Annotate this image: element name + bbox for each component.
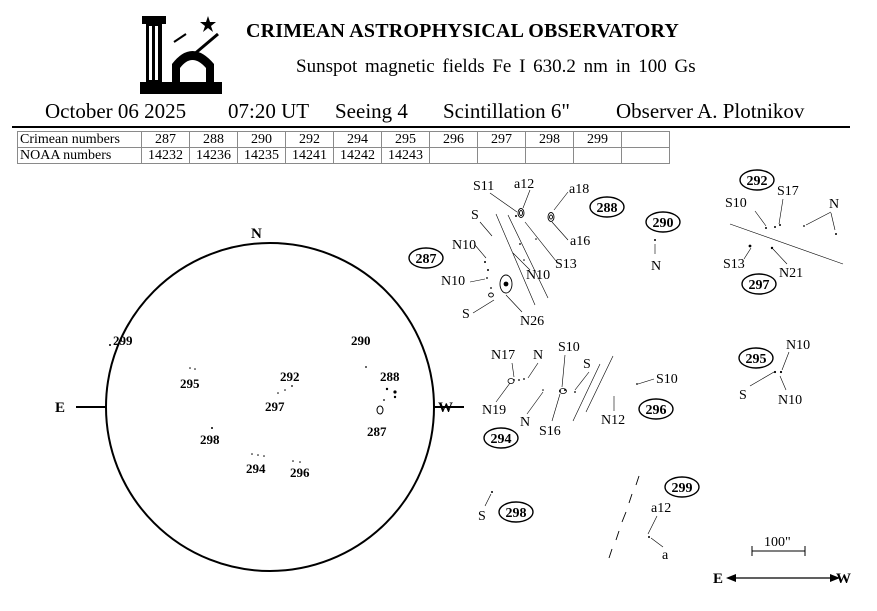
table-cell: 299 (574, 132, 622, 148)
detail-294-296 (482, 340, 678, 448)
region-number-label: 292 (746, 174, 768, 189)
field-label: N10 (526, 268, 551, 283)
detail-spots (513, 378, 638, 393)
field-label: S13 (555, 257, 577, 272)
table-cell: 294 (334, 132, 382, 148)
sunspot (749, 245, 752, 248)
field-label: S10 (558, 340, 580, 355)
solar-disk (55, 226, 464, 571)
field-label: N (533, 348, 544, 363)
sunspot (490, 287, 492, 289)
crimean-numbers-label: Crimean numbers (18, 132, 142, 148)
disk-region-label: 298 (200, 432, 220, 447)
sunspot (484, 261, 486, 263)
orientation-west-label: W (836, 571, 851, 587)
sunspot (211, 427, 213, 429)
sunspot (109, 344, 111, 346)
field-label: N21 (779, 266, 804, 281)
sunspot (291, 385, 293, 387)
region-number-label: 290 (652, 216, 674, 231)
sunspot (636, 383, 638, 385)
field-label: N19 (482, 403, 507, 418)
field-label: N10 (786, 338, 811, 353)
field-label: S (471, 208, 479, 223)
table-cell: 295 (382, 132, 430, 148)
disk-north-label: N (251, 226, 262, 242)
field-label: S (478, 509, 486, 524)
sunspot (292, 460, 294, 462)
disk-region-label: 287 (367, 424, 387, 439)
detail-290 (646, 212, 680, 274)
field-label: N17 (491, 348, 516, 363)
table-cell: 14236 (190, 148, 238, 164)
region-number-label: 288 (596, 201, 618, 216)
leader-line (485, 494, 491, 506)
field-label: N12 (601, 413, 626, 428)
field-label: S (583, 357, 591, 372)
sunspot (251, 453, 253, 455)
table-cell: 14235 (238, 148, 286, 164)
disk-region-label: 299 (113, 333, 133, 348)
field-label: N10 (778, 393, 803, 408)
field-label: S10 (725, 196, 747, 211)
disk-region-label: 294 (246, 461, 266, 476)
disk-region-label: 290 (351, 333, 371, 348)
table-cell: 290 (238, 132, 286, 148)
detail-295 (739, 338, 810, 408)
sunspot (491, 491, 493, 493)
sunspot (277, 392, 279, 394)
sunspot (648, 536, 650, 538)
region-number-label: 299 (671, 481, 693, 496)
sunspot (803, 225, 805, 227)
disk-region-label: 296 (290, 465, 310, 480)
field-label: a12 (651, 501, 672, 516)
table-cell: 14241 (286, 148, 334, 164)
sunspot (574, 391, 576, 393)
seeing-value: Seeing 4 (335, 99, 408, 123)
sunspot (779, 224, 781, 226)
disk-west-label: W (438, 400, 453, 416)
field-label: S (739, 388, 747, 403)
region-number-label: 296 (645, 403, 667, 418)
sunspot (394, 396, 396, 398)
leader-lines (496, 355, 654, 421)
orientation-east-label: E (713, 571, 724, 587)
field-label: a12 (514, 177, 535, 192)
disk-region-label: 297 (265, 399, 285, 414)
table-cell: 14243 (382, 148, 430, 164)
field-label: N (829, 197, 840, 212)
detail-spots (749, 224, 837, 249)
sunspot (771, 247, 773, 249)
sunspot (194, 368, 196, 370)
field-label: S17 (777, 184, 799, 199)
table-cell: 292 (286, 132, 334, 148)
table-cell: 298 (526, 132, 574, 148)
disk-region-label: 288 (380, 369, 400, 384)
disk-region-label: 292 (280, 369, 300, 384)
field-label: a (662, 548, 669, 563)
arrow-left-icon (726, 574, 736, 582)
page-title: CRIMEAN ASTROPHYSICAL OBSERVATORY (246, 20, 680, 42)
scale-bar (752, 535, 805, 556)
sunspot (523, 259, 525, 261)
sunspot (519, 243, 521, 245)
table-cell: 297 (478, 132, 526, 148)
region-number-label: 298 (505, 506, 527, 521)
observation-time: 07:20 UT (228, 99, 310, 123)
region-number-label: 295 (745, 352, 767, 367)
disk-east-label: E (55, 400, 66, 416)
page-subtitle: Sunspot magnetic fields Fe I 630.2 nm in 100 Gs (296, 56, 696, 77)
field-label: a18 (569, 182, 590, 197)
sunspot (299, 461, 301, 463)
field-label: a16 (570, 234, 591, 249)
detail-298 (478, 491, 533, 524)
region-number-label: 294 (490, 432, 512, 447)
field-label: S16 (539, 424, 561, 439)
noaa-numbers-label: NOAA numbers (18, 148, 142, 164)
table-cell: 14232 (142, 148, 190, 164)
sunspot (765, 227, 767, 229)
sunspot (542, 389, 544, 391)
sunspot (257, 454, 259, 456)
sunspot (780, 371, 782, 373)
scintillation-value: Scintillation 6" (443, 99, 570, 123)
sunspot (189, 367, 191, 369)
limb-arc-dashes (609, 476, 639, 558)
sunspot (518, 379, 520, 381)
region-number-label: 287 (415, 252, 437, 267)
detail-299 (609, 476, 699, 563)
sunspot-contour (377, 406, 383, 414)
sunspot (386, 388, 388, 390)
scale-label: 100" (764, 535, 791, 550)
leader-lines (730, 199, 843, 264)
table-cell: 296 (430, 132, 478, 148)
field-label: N (520, 415, 531, 430)
leader-lines (648, 516, 663, 547)
observer-name: Observer A. Plotnikov (616, 99, 805, 123)
sunspot (284, 389, 286, 391)
field-label: S13 (723, 257, 745, 272)
field-label: N10 (452, 238, 477, 253)
detail-spots (774, 371, 782, 373)
sunspot (774, 226, 776, 228)
sunspot (486, 277, 488, 279)
orientation-indicator (713, 571, 851, 587)
sunspot (523, 378, 525, 380)
field-label: S11 (473, 179, 495, 194)
sunspot (365, 366, 367, 368)
field-contours (489, 209, 554, 298)
detail-292-297 (723, 170, 843, 294)
sunspot (393, 390, 396, 393)
sunspot (263, 455, 265, 457)
disk-region-label: 295 (180, 376, 200, 391)
table-cell: 287 (142, 132, 190, 148)
field-label: S10 (656, 372, 678, 387)
disk-spots (109, 344, 397, 463)
sunspot-umbra (504, 282, 509, 287)
table-cell: 288 (190, 132, 238, 148)
field-label: N (651, 259, 662, 274)
detail-287-288 (409, 177, 624, 329)
leader-lines (470, 190, 568, 313)
sunspot (515, 215, 517, 217)
sunspot (835, 233, 837, 235)
region-number-label: 297 (748, 278, 770, 293)
table-cell: 14242 (334, 148, 382, 164)
sunspot (654, 239, 656, 241)
field-contours (508, 379, 567, 394)
field-label: N26 (520, 314, 545, 329)
sunspot (774, 371, 776, 373)
field-label: S (462, 307, 470, 322)
sunspot (535, 238, 537, 240)
field-label: N10 (441, 274, 466, 289)
observation-date: October 06 2025 (45, 99, 187, 123)
sunspot (383, 399, 385, 401)
sunspot (487, 269, 489, 271)
